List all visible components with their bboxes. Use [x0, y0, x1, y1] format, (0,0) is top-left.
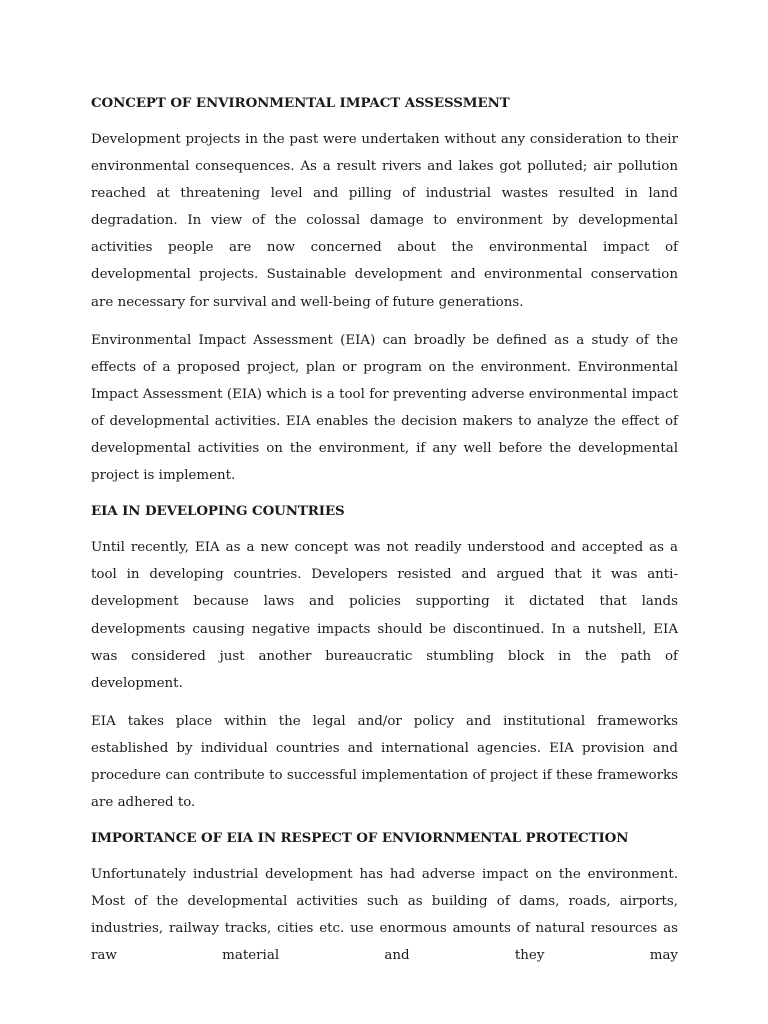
- paragraph: Development projects in the past were undertaken without any consideration to their environmental consequences. As a result rivers and lakes got polluted; air pollution reached at threatening level and pilling of industrial wastes resulted in land degradation. In view of the colossal damage to environment by developmental activities people are now concerned about the environmental impact of developmental projects. Sustainable development and environmental conservation are necessary for survival and well-being of future generations.: [91, 132, 678, 310]
- paragraph: Unfortunately industrial development has had adverse impact on the environment. Most of the developmental activities such as building of dams, roads, airports, industries, railway tracks, cities etc. use enormous amounts of natural resources as raw material and they may: [91, 867, 678, 964]
- paragraph: Environmental Impact Assessment (EIA) can broadly be defined as a study of the effects of a proposed project, plan or program on the environment. Environmental Impact Assessment (EIA) which is a tool for preventing adverse environmental impact of developmental activities. EIA enables the decision makers to analyze the effect of developmental activities on the environment, if any well before the developmental project is implement.: [91, 332, 678, 484]
- paragraph: Until recently, EIA as a new concept was not readily understood and accepted as a tool in developing countries. Developers resisted and argued that it was anti-development because laws and policies supporting it dictated that lands developments causing negative impacts should be discontinued. In a nutshell, EIA was considered just another bureaucratic stumbling block in the path of development.: [91, 540, 678, 691]
- section-heading-eia-in-developing-countries: EIA IN DEVELOPING COUNTRIES: [91, 503, 345, 520]
- section-heading-importance-of-eia: IMPORTANCE OF EIA IN RESPECT OF ENVIORNMENTAL PROTECTION: [91, 830, 629, 847]
- paragraph: EIA takes place within the legal and/or policy and institutional frameworks established by individual countries and international agencies. EIA provision and procedure can contribute to successful implementation of project if these frameworks are adhered to.: [91, 713, 678, 811]
- section-heading-concept-of-eia: CONCEPT OF ENVIRONMENTAL IMPACT ASSESSMENT: [91, 95, 510, 111]
- document-page: [91, 92, 678, 981]
